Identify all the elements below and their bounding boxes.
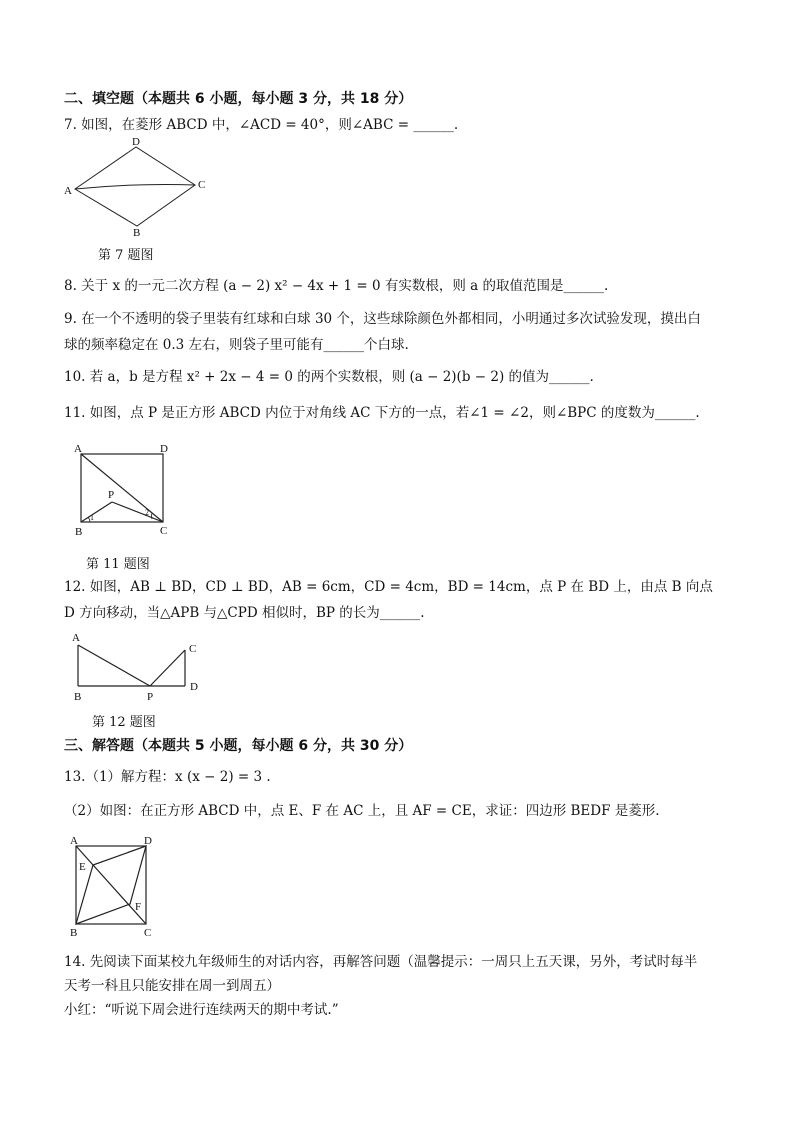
question-12-line-2: D 方向移动，当△APB 与△CPD 相似时，BP 的长为______. (64, 605, 425, 621)
q12-label-c: C (189, 643, 197, 655)
q13-label-a: A (70, 836, 78, 847)
question-13-part-1: 13.（1）解方程：x (x − 2) = 3 . (64, 769, 271, 785)
q7-label-c: C (198, 179, 206, 191)
question-7-caption: 第 7 题图 (98, 248, 154, 263)
q13-label-f: F (135, 901, 142, 913)
question-7-text: 7. 如图，在菱形 ABCD 中，∠ACD = 40°，则∠ABC = ______. (64, 117, 459, 133)
q13-label-c: C (144, 927, 152, 938)
q11-label-1: 1 (90, 513, 94, 522)
question-11-figure (68, 440, 178, 540)
q7-label-b: B (133, 227, 141, 238)
q11-label-c: C (160, 525, 168, 537)
q11-label-b: B (75, 526, 83, 538)
q12-label-b: B (74, 691, 82, 703)
question-9-line-2: 球的频率稳定在 0.3 左右，则袋子里可能有______个白球. (64, 337, 409, 353)
q13-label-b: B (70, 927, 78, 938)
section-3-heading: 三、解答题（本题共 5 小题，每小题 6 分，共 30 分） (64, 738, 413, 754)
q13-label-e: E (79, 861, 86, 873)
question-13-part-2: （2）如图：在正方形 ABCD 中，点 E、F 在 AC 上，且 AF = CE，求证：四边形 BEDF 是菱形. (64, 803, 660, 819)
question-11-caption: 第 11 题图 (86, 557, 150, 572)
question-14-line-3: 小红：“听说下周会进行连续两天的期中考试.” (64, 1002, 339, 1018)
q12-label-d: D (190, 681, 198, 693)
q13-label-d: D (144, 836, 152, 847)
q11-label-d: D (160, 443, 168, 455)
question-12-caption: 第 12 题图 (92, 715, 156, 730)
q12-label-p: P (147, 691, 154, 703)
q11-label-p: P (108, 489, 115, 501)
question-8-text: 8. 关于 x 的一元二次方程 (a − 2) x² − 4x + 1 = 0 有实数根，则 a 的取值范围是______. (64, 278, 609, 294)
q7-label-d: D (132, 136, 140, 148)
section-2-heading: 二、填空题（本题共 6 小题，每小题 3 分，共 18 分） (64, 91, 413, 107)
q12-label-a: A (72, 632, 80, 644)
question-9-line-1: 9. 在一个不透明的袋子里装有红球和白球 30 个，这些球除颜色外都相同，小明通过多次试验发现，摸出白 (64, 311, 701, 327)
question-13-figure (64, 836, 164, 938)
q7-label-a: A (64, 185, 72, 197)
question-11-text: 11. 如图，点 P 是正方形 ABCD 内位于对角线 AC 下方的一点，若∠1 = ∠2，则∠BPC 的度数为______. (64, 405, 700, 421)
q11-label-2: 2 (145, 508, 149, 517)
question-14-line-2: 天考一科且只能安排在周一到周五） (64, 978, 280, 994)
question-10-text: 10. 若 a，b 是方程 x² + 2x − 4 = 0 的两个实数根，则 (a − 2)(b − 2) 的值为______. (64, 369, 594, 385)
q11-label-a: A (74, 443, 82, 455)
question-14-line-1: 14. 先阅读下面某校九年级师生的对话内容，再解答问题（温馨提示：一周只上五天课，另外，考试时每半 (64, 954, 698, 970)
question-12-figure (66, 630, 216, 705)
question-12-line-1: 12. 如图，AB ⊥ BD，CD ⊥ BD，AB = 6cm，CD = 4cm，BD = 14cm，点 P 在 BD 上，由点 B 向点 (64, 579, 713, 595)
question-7-figure (60, 136, 220, 238)
